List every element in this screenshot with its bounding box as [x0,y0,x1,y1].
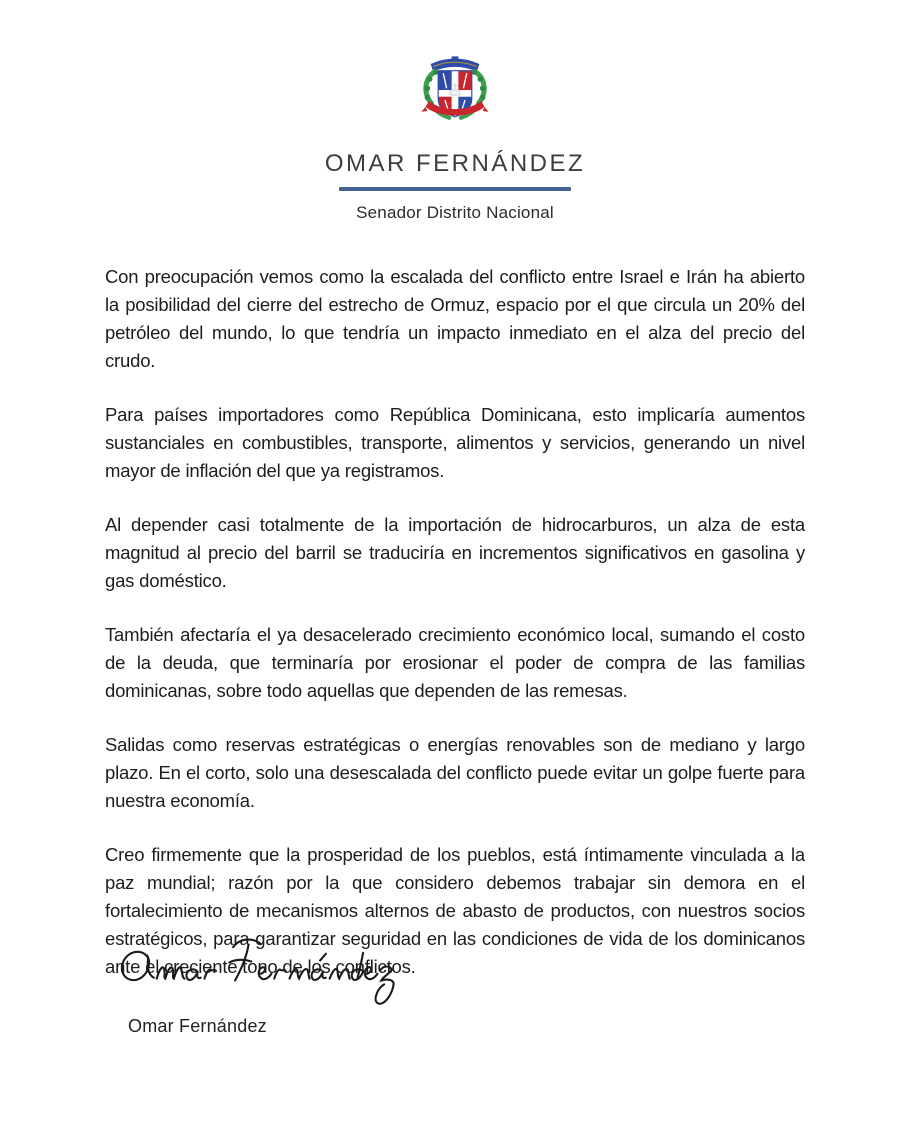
letter-body [105,263,805,981]
title-divider [339,187,571,191]
signer-printed-name: Omar Fernández [128,1016,267,1036]
page-subtitle: Senador Distrito Nacional [356,203,554,222]
dominican-republic-coat-of-arms-icon [413,50,497,130]
letterhead [0,0,910,223]
page-title: OMAR FERNÁNDEZ [324,150,586,177]
letter-paragraph: También afectaría el ya desacelerado crecimiento económico local, sumando el costo de la deuda, que terminaría por erosionar el poder de compra de las familias dominicanas, sobre todo aquellas que dependen de las remesas. [105,624,805,701]
letter-paragraph: Para países importadores como República Dominicana, esto implicaría aumentos sustanciales en combustibles, transporte, alimentos y servicios, generando un nivel mayor de inflación del que ya registramos. [105,404,805,481]
handwritten-signature-icon [112,928,404,1014]
signature-block [112,928,432,1037]
letter-paragraph: Con preocupación vemos como la escalada del conflicto entre Israel e Irán ha abierto la posibilidad del cierre del estrecho de Ormuz, espacio por el que circula un 20% del petróleo del mundo, lo que tendría un impacto inmediato en el alza del precio del crudo. [105,266,805,371]
letter-paragraph: Salidas como reservas estratégicas o energías renovables son de mediano y largo plazo. En el corto, solo una desescalada del conflicto puede evitar un golpe fuerte para nuestra economía. [105,734,805,811]
letter-paragraph: Al depender casi totalmente de la importación de hidrocarburos, un alza de esta magnitud al precio del barril se traduciría en incrementos significativos en gasolina y gas doméstico. [105,514,805,591]
letter-paragraph: Creo firmemente que la prosperidad de los pueblos, está íntimamente vinculada a la paz mundial; razón por la que considero debemos trabajar sin demora en el fortalecimiento de mecanismos alternos de abasto de productos, con nuestros socios estratégicos, para garantizar seguridad en las condiciones de vida de los dominicanos ante el creciente tono de los conflictos. [105,844,805,977]
